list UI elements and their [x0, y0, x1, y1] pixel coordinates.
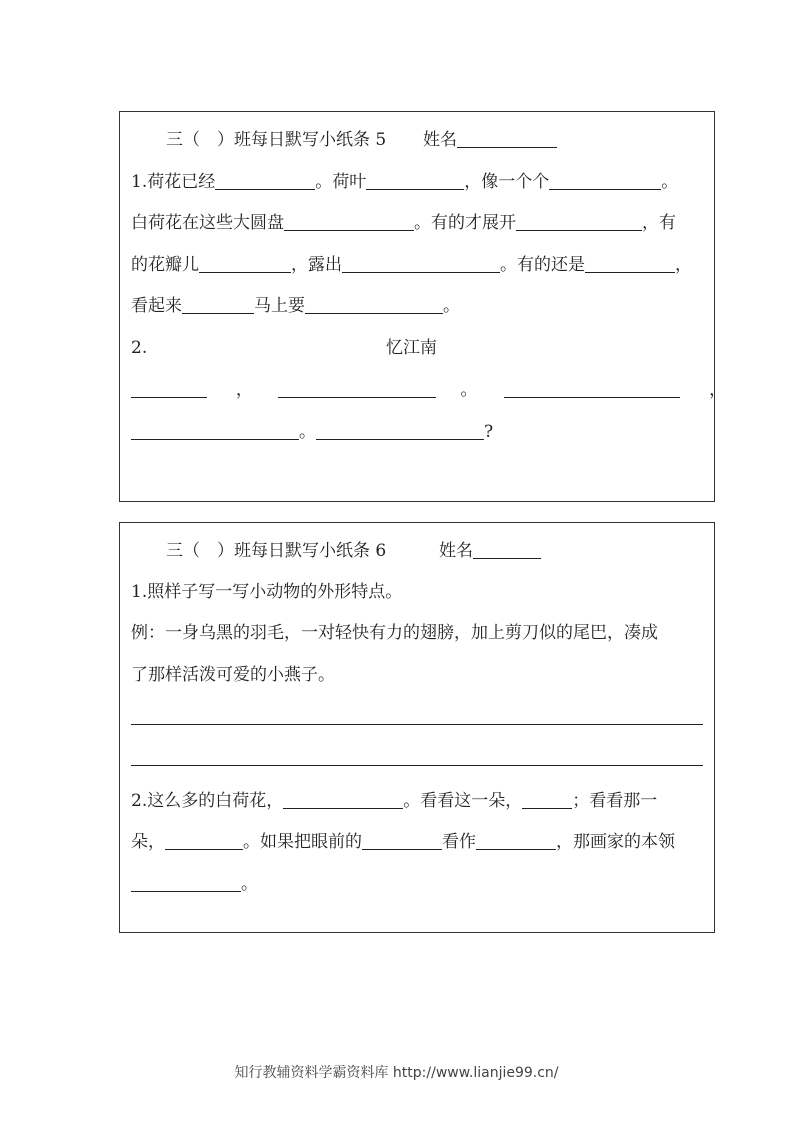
note-5-poem-line-2	[131, 420, 703, 444]
q2-text: ；看看那一	[572, 791, 658, 811]
q1-text: 荷花已经	[147, 172, 216, 192]
note-6-name-blank[interactable]	[473, 540, 541, 559]
answer-blank[interactable]	[131, 421, 299, 440]
note-6-name-label: 姓名	[439, 541, 474, 561]
poem-title: 忆江南	[386, 338, 437, 358]
q2-text: 看作	[442, 832, 476, 852]
q2-text: 。看看这一朵，	[403, 791, 523, 811]
answer-blank[interactable]	[342, 254, 500, 273]
poem-punct: ?	[484, 422, 494, 442]
answer-blank[interactable]	[278, 379, 436, 398]
answer-blank[interactable]	[476, 831, 556, 850]
note-5-name-blank[interactable]	[457, 129, 557, 148]
answer-blank[interactable]	[215, 171, 315, 190]
q1-text: ，	[675, 255, 692, 275]
poem-punct: 。	[299, 422, 316, 442]
q2-text: 2.这么多的白荷花，	[131, 791, 284, 811]
note-6-title-row	[166, 539, 703, 563]
q1-number: 1.	[131, 172, 148, 192]
note-5-q1-line-4	[131, 294, 703, 318]
q1-text: ，像一个个	[464, 172, 550, 192]
answer-blank[interactable]	[362, 831, 442, 850]
answer-blank[interactable]	[549, 171, 661, 190]
q1-text: 。	[661, 172, 679, 192]
note-5-title-row	[166, 128, 703, 152]
q1-text: 的花瓣儿	[131, 255, 199, 275]
q2-text: 。	[241, 874, 258, 894]
answer-blank[interactable]	[522, 790, 572, 809]
q1-text: 白荷花在这些大圆盘	[131, 213, 284, 233]
q1-text: 。有的还是	[500, 255, 585, 275]
note-6-q2-line-3	[131, 872, 703, 896]
answer-blank[interactable]	[283, 790, 403, 809]
answer-blank[interactable]	[182, 295, 254, 314]
q1-text: 。荷叶	[315, 172, 367, 192]
answer-blank[interactable]	[131, 873, 241, 892]
note-6-example-line-1: 例：一身乌黑的羽毛，一对轻快有力的翅膀，加上剪刀似的尾巴，凑成	[131, 623, 658, 643]
q2-text: 。如果把眼前的	[243, 832, 362, 852]
poem-punct: 。	[460, 380, 478, 400]
note-5-title: 三（ ）班每日默写小纸条 5	[166, 130, 387, 150]
note-5-name-label: 姓名	[423, 130, 458, 150]
poem-punct: ，	[235, 380, 253, 400]
note-6-title: 三（ ）班每日默写小纸条 6	[166, 541, 387, 561]
q1-text: ，露出	[291, 255, 342, 275]
q1-text: ，有	[642, 213, 676, 233]
answer-blank[interactable]	[316, 421, 484, 440]
note-6-q2-line-2	[131, 830, 703, 854]
note-5-q1-line-3	[131, 253, 703, 277]
q2-text: ，那画家的本领	[556, 832, 675, 852]
note-6-q1-prompt: 1.照样子写一写小动物的外形特点。	[131, 582, 403, 602]
note-5-q2-header	[131, 336, 703, 360]
answer-blank[interactable]	[366, 171, 464, 190]
answer-blank[interactable]	[516, 212, 642, 231]
answer-line[interactable]	[131, 724, 703, 725]
poem-punct: ，	[709, 380, 727, 400]
note-6-example-line-2: 了那样活泼可爱的小燕子。	[131, 665, 335, 685]
answer-blank[interactable]	[284, 212, 414, 231]
note-5-q1-line-1	[131, 170, 703, 194]
answer-blank[interactable]	[165, 831, 243, 850]
q2-number: 2.	[131, 338, 148, 358]
page-footer: 知行教辅资料学霸资料库 http://www.lianjie99.cn/	[234, 1065, 559, 1081]
answer-blank[interactable]	[131, 379, 207, 398]
note-6-q2-line-1	[131, 789, 703, 813]
dictation-note-6	[119, 522, 715, 933]
answer-blank[interactable]	[504, 379, 680, 398]
note-5-q1-line-2	[131, 211, 703, 235]
note-5-poem-line-1	[131, 378, 727, 402]
q2-text: 朵，	[131, 832, 165, 852]
answer-blank[interactable]	[585, 254, 675, 273]
answer-blank[interactable]	[199, 254, 291, 273]
q1-text: 。	[443, 296, 460, 316]
answer-line[interactable]	[131, 765, 703, 766]
q1-text: 。有的才展开	[414, 213, 516, 233]
dictation-note-5	[119, 111, 727, 502]
answer-blank[interactable]	[305, 295, 443, 314]
q1-text: 马上要	[254, 296, 305, 316]
q1-text: 看起来	[131, 296, 182, 316]
